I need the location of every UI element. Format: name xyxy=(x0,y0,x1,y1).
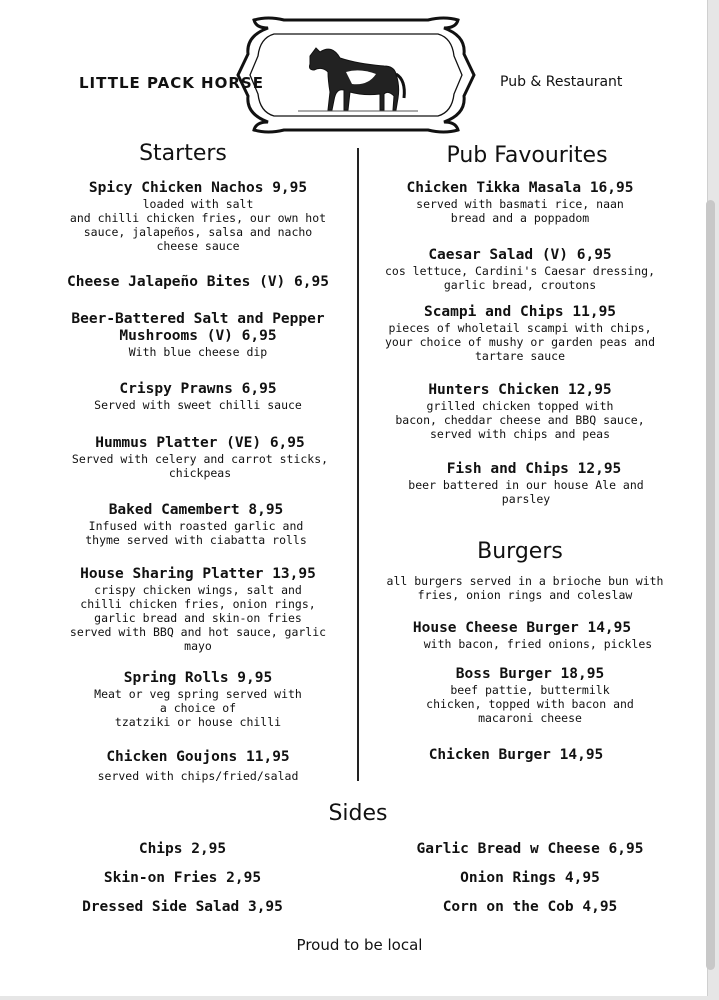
tagline: Pub & Restaurant xyxy=(500,74,623,90)
menu-item xyxy=(48,274,348,291)
burgers-intro xyxy=(370,574,680,602)
item-name: Beer-Battered Salt and Pepper Mushrooms (V) 6,95 xyxy=(71,311,325,344)
item-description: Meat or veg spring served with a choice of tzatziki or house chilli xyxy=(94,687,302,729)
menu-item xyxy=(48,670,348,729)
menu-item xyxy=(50,435,350,480)
item-description: With blue cheese dip xyxy=(128,345,268,359)
footer-slogan: Proud to be local xyxy=(296,936,423,954)
item-name: Dressed Side Salad 3,95 xyxy=(82,899,283,915)
item-name: Garlic Bread w Cheese 6,95 xyxy=(416,841,644,857)
item-name: Fish and Chips 12,95 xyxy=(446,461,622,477)
menu-item xyxy=(46,502,346,547)
item-description: Served with sweet chilli sauce xyxy=(94,398,302,412)
item-name: Scampi and Chips 11,95 xyxy=(423,304,617,320)
menu-item xyxy=(48,566,348,653)
burgers-heading: Burgers xyxy=(477,539,563,564)
item-name: Hummus Platter (VE) 6,95 xyxy=(95,435,305,451)
vertical-scrollbar[interactable] xyxy=(706,200,715,970)
menu-item xyxy=(370,180,670,225)
menu-item xyxy=(372,620,672,651)
menu-item xyxy=(370,304,670,363)
side-item xyxy=(390,870,670,887)
pub-favourites-heading: Pub Favourites xyxy=(446,143,608,168)
item-name: Spring Rolls 9,95 xyxy=(123,670,273,686)
item-description: pieces of wholetail scampi with chips, your choice of mushy or garden peas and tartare sauce xyxy=(384,321,656,363)
item-description: beer battered in our house Ale and parsley xyxy=(408,478,644,506)
item-description: Infused with roasted garlic and thyme served with ciabatta rolls xyxy=(85,519,307,547)
column-divider xyxy=(357,148,359,781)
item-name: Chicken Tikka Masala 16,95 xyxy=(406,180,634,196)
side-item xyxy=(390,841,670,858)
item-name: Spicy Chicken Nachos 9,95 xyxy=(88,180,308,196)
menu-item xyxy=(370,247,670,292)
side-item xyxy=(390,899,670,916)
item-description: loaded with salt and chilli chicken fries, our own hot sauce, jalapeños, salsa and nacho cheese sauce xyxy=(69,197,327,253)
menu-item xyxy=(370,382,670,441)
item-name: House Sharing Platter 13,95 xyxy=(80,566,316,582)
item-name: Boss Burger 18,95 xyxy=(455,666,605,682)
item-name: Corn on the Cob 4,95 xyxy=(442,899,618,915)
menu-item xyxy=(48,749,348,783)
item-name: Onion Rings 4,95 xyxy=(460,870,600,886)
item-name: House Cheese Burger 14,95 xyxy=(412,620,632,636)
menu-item xyxy=(58,180,338,253)
menu-item xyxy=(384,461,684,506)
item-description: with bacon, fried onions, pickles xyxy=(423,637,653,651)
item-description: cos lettuce, Cardini's Caesar dressing, garlic bread, croutons xyxy=(384,264,656,292)
menu-item xyxy=(48,311,348,359)
item-name: Chicken Burger 14,95 xyxy=(428,747,604,763)
starters-heading: Starters xyxy=(139,141,227,166)
side-item xyxy=(60,870,305,887)
item-description: served with basmati rice, naan bread and a poppadom xyxy=(416,197,624,225)
menu-item xyxy=(58,381,338,412)
burgers-intro-text: all burgers served in a brioche bun with fries, onion rings and coleslaw xyxy=(386,574,664,602)
item-description: served with chips/fried/salad xyxy=(97,769,299,783)
menu-item xyxy=(380,666,680,725)
item-name: Chicken Goujons 11,95 xyxy=(106,749,290,765)
item-description: crispy chicken wings, salt and chilli chicken fries, onion rings, garlic bread and skin-on fries served with BBQ and hot sauce, garlic mayo xyxy=(69,583,327,653)
item-name: Baked Camembert 8,95 xyxy=(108,502,284,518)
sides-heading: Sides xyxy=(328,801,388,826)
brand-name: LITTLE PACK HORSE xyxy=(79,74,264,92)
item-name: Chips 2,95 xyxy=(138,841,227,857)
side-item xyxy=(60,899,305,916)
item-name: Crispy Prawns 6,95 xyxy=(119,381,277,397)
item-name: Hunters Chicken 12,95 xyxy=(428,382,612,398)
item-description: beef pattie, buttermilk chicken, topped with bacon and macaroni cheese xyxy=(426,683,634,725)
item-name: Caesar Salad (V) 6,95 xyxy=(428,247,612,263)
item-description: Served with celery and carrot sticks, chickpeas xyxy=(71,452,329,480)
item-name: Skin-on Fries 2,95 xyxy=(103,870,262,886)
horse-logo-icon xyxy=(228,14,484,136)
item-name: Cheese Jalapeño Bites (V) 6,95 xyxy=(67,274,329,290)
menu-item xyxy=(366,747,666,764)
item-description: grilled chicken topped with bacon, cheddar cheese and BBQ sauce, served with chips and peas xyxy=(395,399,645,441)
side-item xyxy=(60,841,305,858)
